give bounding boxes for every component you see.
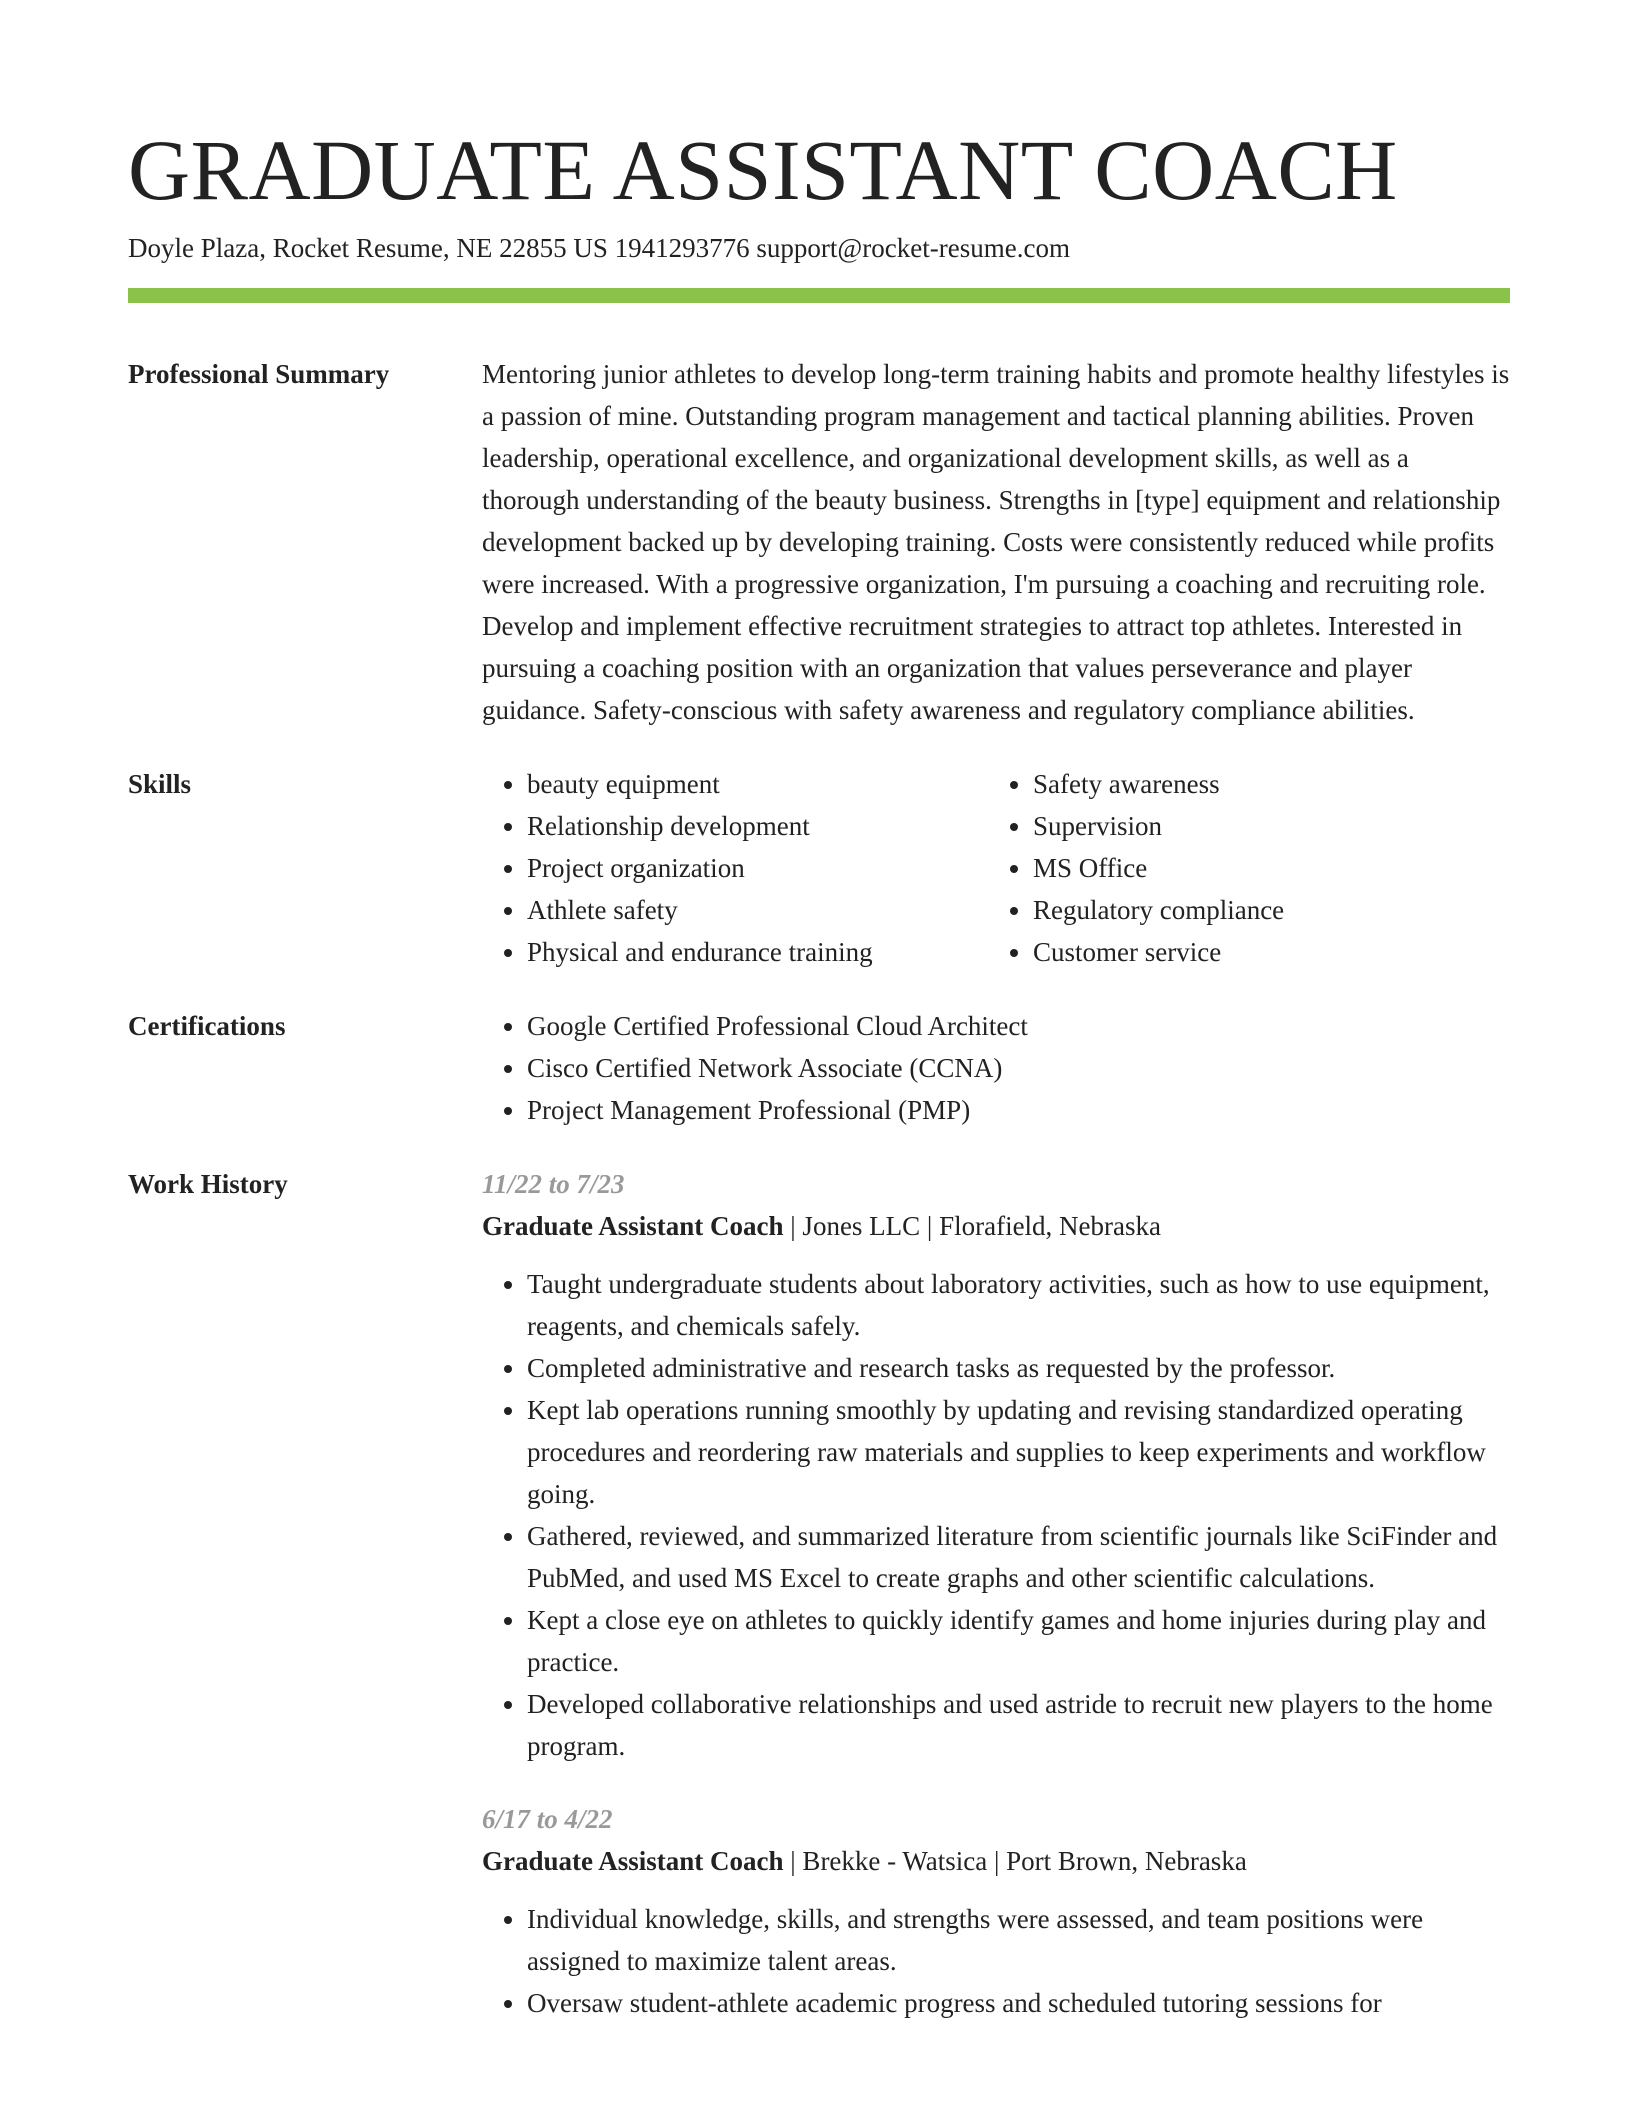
job-employer-location: | Brekke - Watsica | Port Brown, Nebraska [783,1846,1247,1876]
skills-section [128,763,1510,973]
job-title: Graduate Assistant Coach [482,1211,784,1241]
certifications-content [482,1005,1510,1131]
skill-item: • Regulatory compliance [1033,889,1494,931]
job-title: Graduate Assistant Coach [482,1846,784,1876]
section-label-work-history: Work History [128,1169,288,1199]
summary-content [482,353,1510,731]
job-bullet: • Taught undergraduate students about laboratory activities, such as how to use equipment, reagents, and chemicals safely. [527,1263,1510,1347]
skill-item: • Project organization [527,847,988,889]
certification-item: • Cisco Certified Network Associate (CCNA) [527,1047,1510,1089]
job-bullet: • Individual knowledge, skills, and strengths were assessed, and team positions were assigned to maximize talent areas. [527,1898,1510,1982]
summary-section [128,353,1510,731]
certification-item: • Project Management Professional (PMP) [527,1089,1510,1131]
skill-item: • Relationship development [527,805,988,847]
contact-line: Doyle Plaza, Rocket Resume, NE 22855 US 1941293776 support@rocket-resume.com [128,233,1070,263]
work-history-content [482,1163,1510,2024]
resume-title: GRADUATE ASSISTANT COACH [128,122,1398,218]
job-bullet: • Kept a close eye on athletes to quickly identify games and home injuries during play and practice. [527,1599,1510,1683]
accent-divider [128,288,1510,303]
skill-item: • beauty equipment [527,763,988,805]
certifications-section [128,1005,1510,1131]
skills-content [482,763,1510,973]
job-bullet: • Kept lab operations running smoothly by updating and revising standardized operating procedures and reordering raw materials and supplies to keep experiments and workflow going. [527,1389,1510,1515]
certification-item: • Google Certified Professional Cloud Architect [527,1005,1510,1047]
skill-item: • Physical and endurance training [527,931,988,973]
skill-item: • Customer service [1033,931,1494,973]
job-entry [482,1798,1510,2024]
job-bullet: • Completed administrative and research tasks as requested by the professor. [527,1347,1510,1389]
skill-item: • MS Office [1033,847,1494,889]
skills-list-left [482,763,988,973]
section-label-skills: Skills [128,769,192,799]
section-label-certifications: Certifications [128,1011,286,1041]
job-bullet: • Developed collaborative relationships and used astride to recruit new players to the home program. [527,1683,1510,1767]
certifications-list [482,1005,1510,1131]
job-heading [482,1205,1510,1247]
skill-item: • Safety awareness [1033,763,1494,805]
job-bullets [482,1263,1510,1767]
job-dates: 11/22 to 7/23 [482,1169,625,1199]
job-heading [482,1840,1510,1882]
job-dates: 6/17 to 4/22 [482,1804,613,1834]
job-bullets [482,1898,1510,2024]
job-bullet: • Gathered, reviewed, and summarized literature from scientific journals like SciFinder and PubMed, and used MS Excel to create graphs and other scientific calculations. [527,1515,1510,1599]
skills-list-right [988,763,1494,973]
job-bullet: • Oversaw student-athlete academic progress and scheduled tutoring sessions for [527,1982,1510,2024]
work-history-section [128,1163,1510,2024]
section-label-summary: Professional Summary [128,359,390,389]
job-employer-location: | Jones LLC | Florafield, Nebraska [783,1211,1162,1241]
resume-page [128,0,1510,2024]
skill-item: • Athlete safety [527,889,988,931]
job-entry [482,1163,1510,1767]
skill-item: • Supervision [1033,805,1494,847]
summary-text: Mentoring junior athletes to develop long-term training habits and promote healthy lifestyles is a passion of mine. Outstanding program management and tactical planning abilities. Proven leadership, operational excellence, and organizational development skills, as well as a thorough understanding of the beauty business. Strengths in [type] equipment and relationship development backed up by developing training. Costs were consistently reduced while profits were increased. With a progressive organization, I'm pursuing a coaching and recruiting role. Develop and implement effective recruitment strategies to attract top athletes. Interested in pursuing a coaching position with an organization that values perseverance and player guidance. Safety-conscious with safety awareness and regulatory compliance abilities. [482,359,1510,725]
